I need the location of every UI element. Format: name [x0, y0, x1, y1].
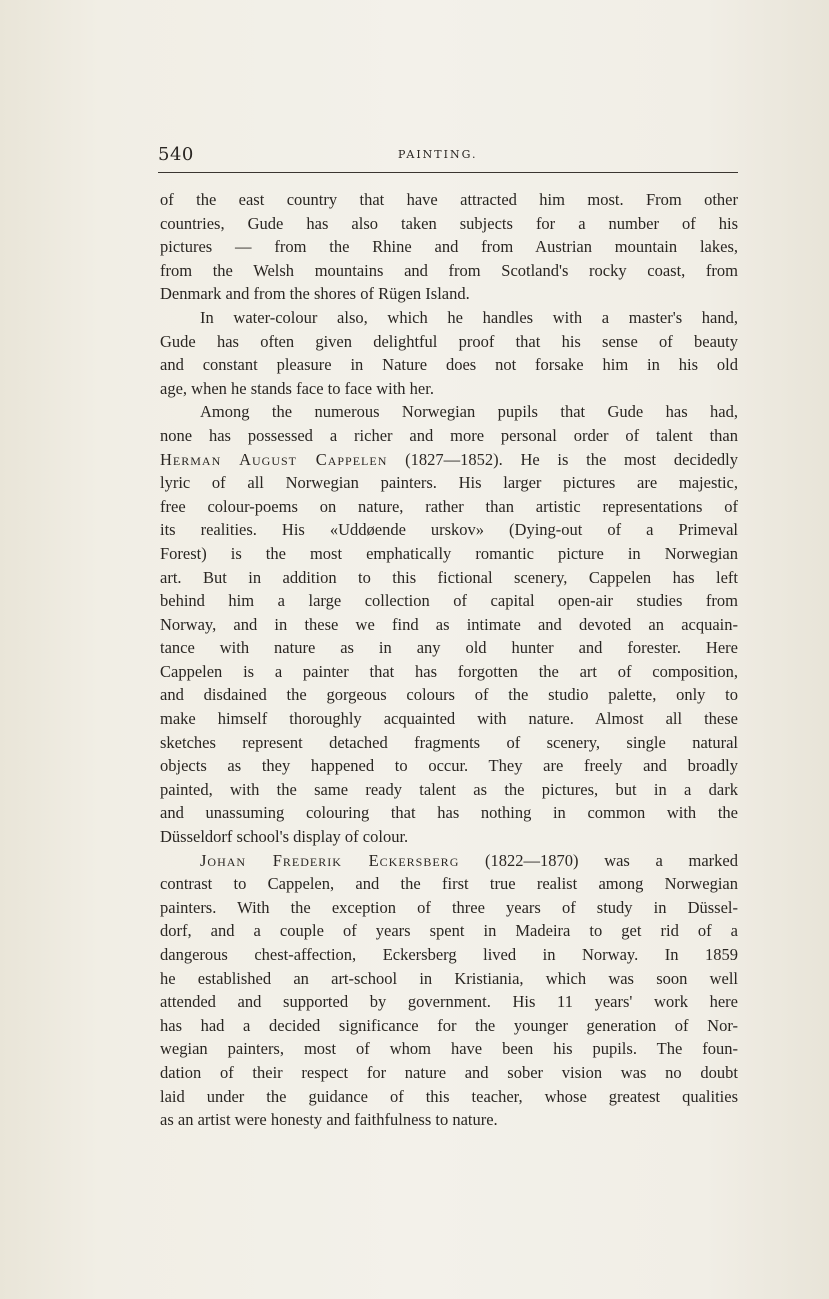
text-line: Denmark and from the shores of Rügen Island. — [160, 284, 470, 304]
text-line: of the east country that have attracted him most. From other — [160, 190, 738, 209]
paragraph-first-line: In water-colour also, which he handles with a master's hand, — [200, 307, 738, 327]
text-line: from the Welsh mountains and from Scotland's rocky coast, from — [160, 260, 738, 280]
text-line: Forest) is the most emphatically romantic picture in Norwegian — [160, 543, 738, 563]
text-line: attended and supported by government. His 11 years' work here — [160, 992, 738, 1012]
text-line: lyric of all Norwegian painters. His larger pictures are majestic, — [160, 473, 738, 493]
text-line: countries, Gude has also taken subjects for a number of his — [160, 213, 738, 233]
text-line: contrast to Cappelen, and the first true realist among Norwegian — [160, 874, 738, 894]
text-line: and disdained the gorgeous colours of the studio palette, only to — [160, 685, 738, 705]
page-number: 540 — [158, 144, 194, 165]
text-line: pictures — from the Rhine and from Austrian mountain lakes, — [160, 237, 738, 257]
paragraph-first-line: Among the numerous Norwegian pupils that Gude has had, — [200, 402, 738, 422]
artist-name-cappelen: Herman August Cappelen — [160, 449, 388, 469]
text-line: and unassuming colouring that has nothing in common with the — [160, 803, 738, 823]
header-rule — [158, 172, 738, 173]
text-line: dation of their respect for nature and sober vision was no doubt — [160, 1062, 738, 1082]
text-line: he established an art-school in Kristiania, which was soon well — [160, 968, 738, 988]
text-line: laid under the guidance of this teacher, whose greatest qualities — [160, 1086, 738, 1106]
running-head — [158, 144, 738, 168]
artist-name-eckersberg: Johan Frederik Eckersberg — [200, 850, 460, 870]
text-line-cappelen — [160, 448, 738, 472]
text-line: has had a decided significance for the younger generation of Nor- — [160, 1015, 738, 1035]
text-line: make himself thoroughly acquainted with nature. Almost all these — [160, 709, 738, 729]
text-line: dorf, and a couple of years spent in Madeira to get rid of a — [160, 921, 738, 941]
text-line: as an artist were honesty and faithfulness to nature. — [160, 1110, 498, 1130]
text-line: dangerous chest-affection, Eckersberg lived in Norway. In 1859 — [160, 945, 738, 964]
text-line: Gude has often given delightful proof that his sense of beauty — [160, 331, 738, 351]
text-fragment: (1827—1852). He is the most decidedly — [405, 449, 738, 469]
text-line: painters. With the exception of three years of study in Düssel- — [160, 897, 738, 917]
running-title: PAINTING. — [398, 148, 478, 161]
text-line: wegian painters, most of whom have been his pupils. The foun- — [160, 1039, 738, 1059]
text-line: art. But in addition to this fictional scenery, Cappelen has left — [160, 567, 738, 587]
text-line-eckersberg — [160, 849, 738, 873]
body-text — [160, 188, 738, 1132]
text-line: Cappelen is a painter that has forgotten the art of composition, — [160, 661, 738, 681]
text-fragment: (1822—1870) was a marked — [485, 850, 738, 870]
text-line: tance with nature as in any old hunter and forester. Here — [160, 638, 738, 658]
text-line: behind him a large collection of capital open-air studies from — [160, 591, 738, 611]
text-line: painted, with the same ready talent as the pictures, but in a dark — [160, 779, 738, 799]
text-line: sketches represent detached fragments of scenery, single natural — [160, 732, 738, 752]
text-line: Norway, and in these we find as intimate and devoted an acquain- — [160, 614, 738, 634]
text-line: and constant pleasure in Nature does not forsake him in his old — [160, 355, 738, 375]
text-line: free colour-poems on nature, rather than artistic representations of — [160, 496, 738, 516]
text-line: its realities. His «Uddøende urskov» (Dying-out of a Primeval — [160, 520, 738, 540]
text-line: none has possessed a richer and more personal order of talent than — [160, 425, 738, 445]
text-line: age, when he stands face to face with her. — [160, 378, 434, 398]
text-line: Düsseldorf school's display of colour. — [160, 827, 409, 847]
text-line: objects as they happened to occur. They are freely and broadly — [160, 756, 738, 776]
